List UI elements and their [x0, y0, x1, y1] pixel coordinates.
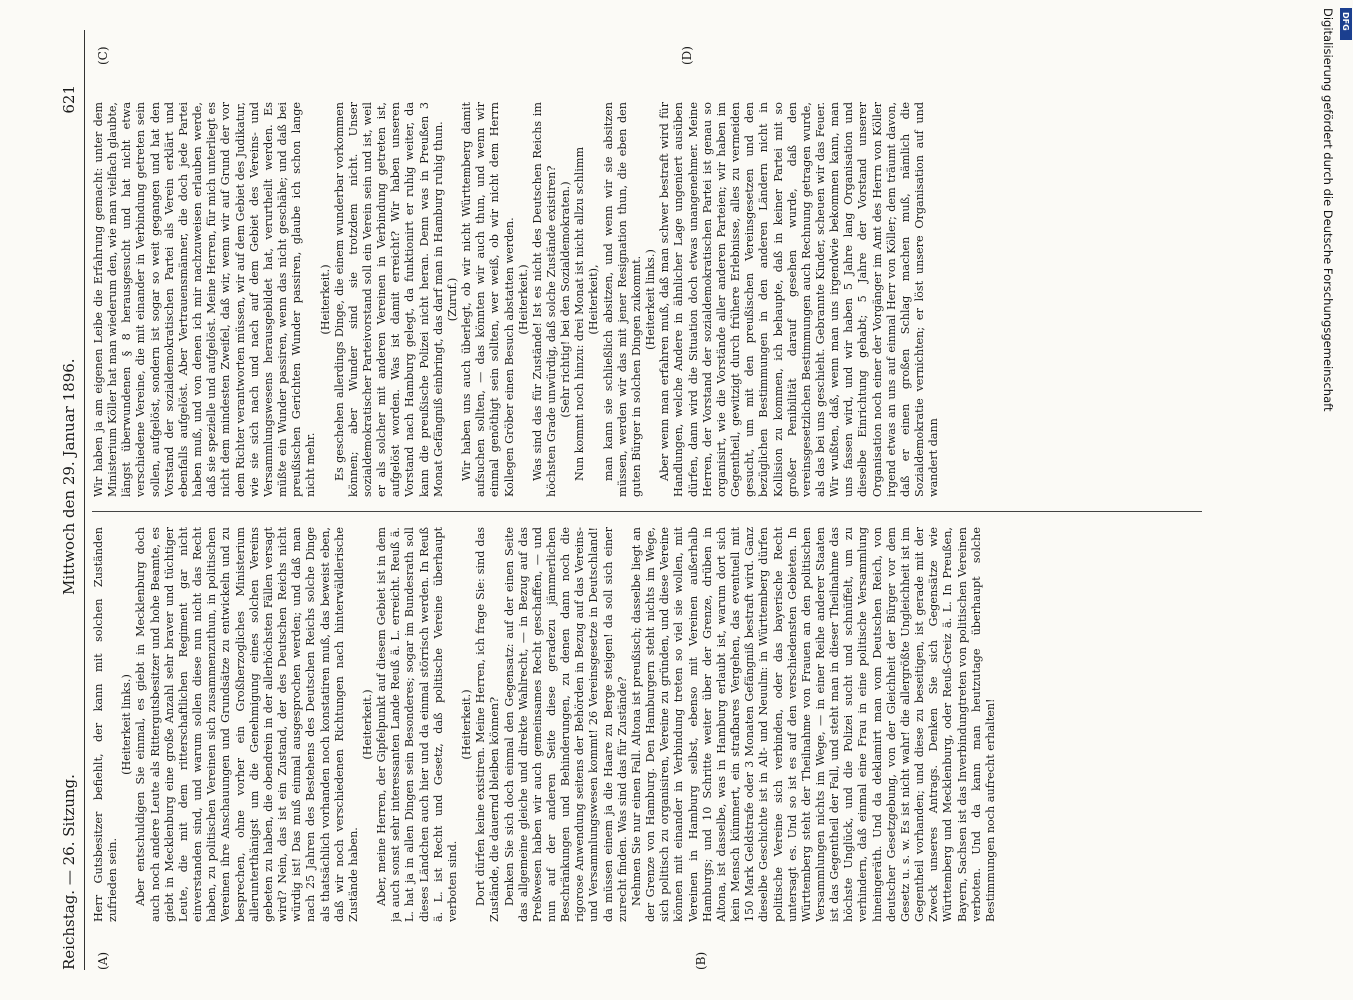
interjection: (Heiterkeit links.)	[120, 674, 134, 775]
dfg-logo-text: DFG	[1341, 12, 1350, 31]
interjection: (Heiterkeit.)	[516, 264, 530, 335]
paragraph: Aber entschuldigen Sie einmal, es giebt in Mecklenburg doch auch noch andere Leute als Rittergutsbesitzer und hohe Beamte, es giebt in Mecklenburg eine große Anzahl sehr braver und tüchtiger Leute, die mit dem ritterschaftlichen Regiment gar nicht einverstanden sind, und warum sollen diese nun nicht das Recht haben, zu politischen Vereinen sich zusammenzuthun, in politischen Vereinen ihre Anschauungen und Grundsätze zu entwickeln und zu besprechen, ohne vorher ein Großherzogliches Ministerium allerunterthänigst um die Genehmigung eines solchen Vereins gebeten zu haben, die obendrein in der allerhöchsten Fällen versagt wird? Nein, das ist ein Zustand, der des Deutschen Reichs nicht würdig ist! Das muß einmal ausgesprochen werden; und daß man nach 25 Jahren des Bestehens des Deutschen Reichs solche Dinge als thatsächlich vorhanden noch konstatiren muß, das beweist eben, daß wir noch verschiedenen Richtungen nach hinterwäldlerische Zustände haben.	[134, 527, 360, 922]
running-header-left: Reichstag. — 26. Sitzung.	[60, 774, 78, 970]
interjection: (Heiterkeit.)	[360, 689, 374, 760]
paragraph: Wir haben uns auch überlegt, ob wir nicht Württemberg damit aufsuchen sollten, — das könnten wir auch thun, und wenn wir einmal genöthigt sein sollten, wer weiß, ob wir nicht dem Herrn Kollegen Gröber einen Besuch abstatten werden.	[460, 102, 516, 497]
text-column-right	[92, 102, 1202, 497]
interjection: (Heiterkeit),	[587, 264, 601, 335]
paragraph: Wir haben ja am eigenen Leibe die Erfahrung gemacht: unter dem Ministerium Köller hat man wiederum den, wie man vielfach glaubte, längst überwundenen § 8 herausgesucht und hat nicht etwa verschiedene Vereine, die mit einander in Verbindung getreten sein sollen, aufgelöst, sondern ist sogar so weit gegangen und hat den Vorstand der sozialdemokratischen Partei als Verein erklärt und ebenfalls aufgelöst. Aber Vertrauensmänner, die doch jede Partei haben muß, und von denen ich mir nachzuweisen erlauben werde, daß sie spezielle und aufgelöst. Meine Herren, für mich unterliegt es nicht dem mindesten Zweifel, daß wir, wenn wir auf Grund der vor dem Richter verantworten müssen, wir auf dem Gebiet des Judikatur, wie sie sich nach und nach auf dem Gebiet des Vereins- und Versammlungswesens herausgebildet hat, verurtheilt werden. Es müßte ein Wunder passiren, wenn das nicht geschähe; und daß bei preußischen Gerichten Wunder passiren, glaube ich schon lange nicht mehr.	[92, 102, 318, 497]
paragraph: Was sind das für Zustände! Ist es nicht des Deutschen Reichs im höchsten Grade unwürdig, daß solche Zustände existiren?	[530, 102, 558, 497]
paragraph: Nehmen Sie nur einen Fall. Altona ist preußisch; dasselbe liegt an der Grenze von Hamburg. Den Hamburgern steht nichts im Wege, sich politisch zu organisiren, Vereine zu gründen, und diese Vereine können mit einander in Verbindung treten so viel sie wollen, mit Vereinen in Hamburg selbst, ebenso mit Vereinen außerhalb Hamburgs; und 10 Schritte weiter über der Grenze, drüben in Altona, ist dasselbe, was in Hamburg erlaubt ist, warum dort sich kein Mensch kümmert, ein strafbares Vergehen, das eventuell mit 150 Mark Geldstrafe oder 3 Monaten Gefängniß bestraft wird. Ganz dieselbe Geschichte ist in Alt- und Neuulm: in Württemberg dürfen politische Vereine sich verbinden, oder das bayerische Recht untersagt es. Und so ist es auf den verschiedensten Gebieten. In Württemberg steht der Theilnahme von Frauen an den politischen Versammlungen nichts im Wege, — in einer Reihe anderer Staaten ist das Gegentheil der Fall, und steht man in dieser Theilnahme das höchste Unglück, und die Polizei sucht und schnüffelt, um zu verhindern, daß einmal eine Frau in eine politische Versammlung hineingeräth. Und da deklamirt man vom Deutschen Reich, von deutscher Gesetzgebung, von der Gleichheit der Bürger vor dem Gesetz u. s. w. Es ist nicht wahr! die allergrößte Ungleichheit ist im Gegentheil vorhanden; und diese zu beseitigen, ist gerade mit der Zweck unseres Antrags. Denken Sie sich Gegensätze wie Württemberg und Mecklenburg, oder Reuß-Greiz ä. L. In Preußen, Bayern, Sachsen ist das Inverbindungtreten von politischen Vereinen verboten. Und da kann man heutzutage überhaupt solche Bestimmungen noch aufrecht erhalten!	[629, 527, 997, 922]
interjection: (Sehr richtig! bei den Sozialdemokraten.)	[559, 181, 573, 418]
running-header-date: Mittwoch den 29. Januar 1896.	[60, 358, 78, 595]
paragraph: Nun kommt noch hinzu: drei Monat ist nicht allzu schlimm	[573, 146, 587, 481]
paragraph: Herr Gutsbesitzer befiehlt, der kann mit solchen Zuständen zufrieden sein.	[92, 527, 120, 922]
credit-text: Digitalisierung gefördert durch die Deutsche Forschungsgemeinschaft	[1321, 8, 1335, 412]
interjection: (Heiterkeit.)	[460, 689, 474, 760]
interjection: (Zuruf.)	[445, 277, 459, 322]
interjection: (Heiterkeit links.)	[644, 249, 658, 350]
page-number: 621	[60, 85, 78, 114]
column-divider	[92, 511, 1202, 512]
paragraph: man kann sie schließlich absitzen, und wenn wir sie absitzen müssen, werden wir das mit jener Resignation thun, die eben den guten Bürger in solchen Dingen zukommt.	[601, 102, 643, 497]
text-column-left	[92, 527, 1202, 922]
dfg-logo	[1340, 8, 1352, 40]
paragraph: Dort dürfen keine existiren. Meine Herren, ich frage Sie: sind das Zustände, die dauernd bleiben können?	[474, 527, 502, 922]
paragraph: Es geschehen allerdings Dinge, die einem wunderbar vorkommen können; aber Wunder sind sie trotzdem nicht. Unser sozialdemokratischer Parteivorstand soll ein Verein sein und ist, weil er als solcher mit anderen Vereinen in Verbindung getreten ist, aufgelöst worden. Was ist damit erreicht? Wir haben unseren Vorstand nach Hamburg gelegt, da funktionirt er ruhig weiter, da kann die preußische Polizei nicht heran. Denn was in Preußen 3 Monat Gefängniß einbringt, das darf man in Hamburg ruhig thun.	[332, 102, 445, 497]
margin-mark-b: (B)	[694, 951, 708, 970]
margin-mark-d: (D)	[680, 46, 694, 65]
interjection: (Heiterkeit.)	[318, 264, 332, 335]
margin-mark-a: (A)	[96, 951, 110, 970]
paragraph: Aber wenn man erfahren muß, daß man schwer bestraft wird für Handlungen, welche Andere in ähnlicher Lage ungeniert ausüben dürfen, dann wird die Situation doch etwas unangenehmer. Meine Herren, der Vorstand der sozialdemokratischen Partei ist genau so organisirt, wie die Vorstände aller anderen Parteien; wir haben im Gegentheil, gewitzigt durch frühere Erlebnisse, alles zu vermeiden gesucht, um mit den preußischen Vereinsgesetzen und den bezüglichen Bestimmungen in den anderen Ländern nicht in Kollision zu kommen, ich behaupte, daß in keiner Partei mit so großer Penibilität darauf gesehen wurde, daß den vereinsgesetzlichen Bestimmungen auch Rechnung getragen wurde, als das bei uns geschieht. Gebrannte Kinder, scheuen wir das Feuer. Wir wußten, daß, wenn man uns irgendwie bekommen kann, man uns fassen wird, und wir haben 5 Jahre lang Organisation und dieselbe Einrichtung gehabt; 5 Jahre der Vorstand unserer Organisation noch einer der Vorgänger im Amt des Herrn von Köller irgend etwas an uns auf einmal Herr von Köller; dem träumt davon, daß er einen großen Schlag machen muß, nämlich die Sozialdemokratie vernichten; er löst unsere Organisation auf und wandert dann	[658, 102, 941, 497]
margin-mark-c: (C)	[96, 46, 110, 65]
paragraph: Denken Sie sich doch einmal den Gegensatz: auf der einen Seite das allgemeine gleiche und direkte Wahlrecht, — in Bezug auf das Preßwesen haben wir auch gemeinsames Recht geschaffen, — und nun auf der anderen Seite diese geradezu jämmerlichen Beschränkungen und Behinderungen, zu denen dann noch die rigorose Anwendung seitens der Behörden in Bezug auf das Vereins- und Versammlungswesen kommt! 26 Vereinsgesetze in Deutschland! da müssen einem ja die Haare zu Berge steigen! da soll sich einer zurecht finden. Was sind das für Zustände?	[502, 527, 629, 922]
header-rule	[84, 30, 85, 970]
paragraph: Aber, meine Herren, der Gipfelpunkt auf diesem Gebiet ist in dem ja auch sonst sehr interessanten Lande Reuß ä. L. erreicht. Reuß ä. L. hat ja in allen Dingen sein Besonderes; sogar im Bundesrath soll dieses Ländchen auch hier und da einmal störrisch werden. In Reuß ä. L. ist Recht und Gesetz, daß politische Vereine überhaupt verboten sind.	[375, 527, 459, 922]
digitization-credit	[1313, 8, 1353, 998]
